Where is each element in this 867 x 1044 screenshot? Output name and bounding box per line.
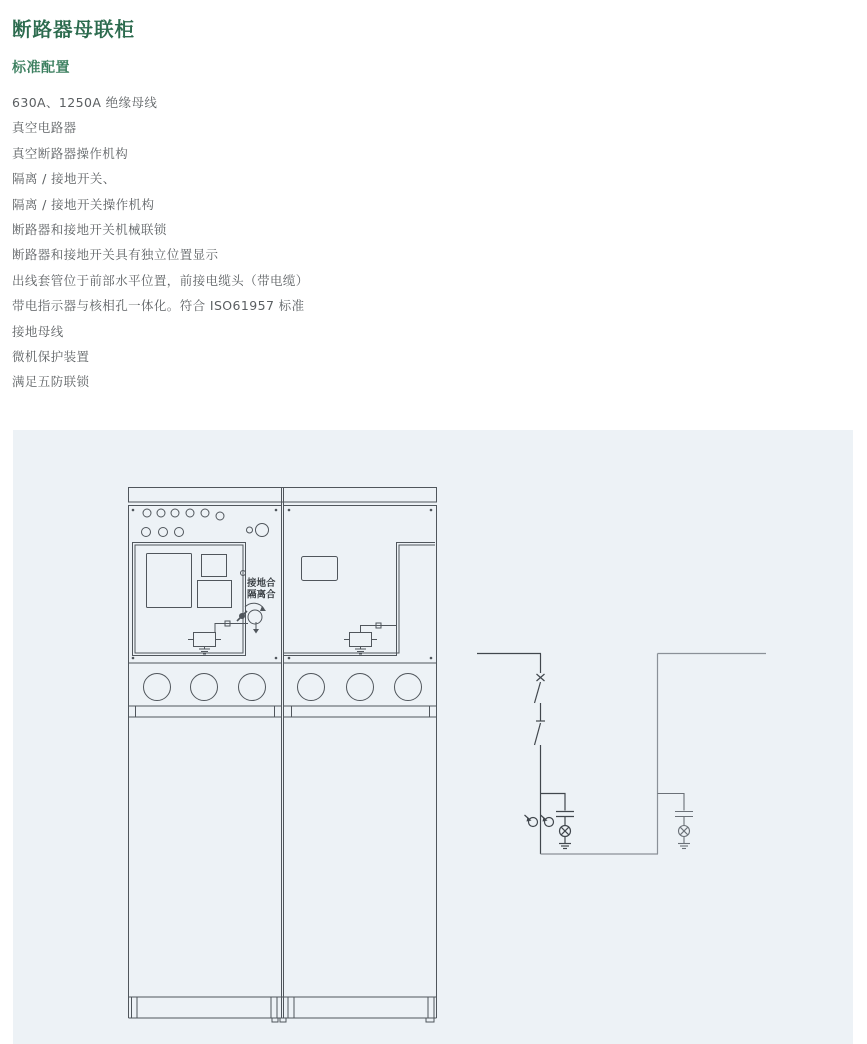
feature-item: 出线套管位于前部水平位置，前接电缆头（带电缆） <box>12 272 309 288</box>
left-door-window-mid <box>198 581 232 608</box>
cabinet-foot <box>280 1018 286 1022</box>
feature-item: 真空电路器 <box>12 120 77 136</box>
feature-item: 满足五防联锁 <box>12 374 90 390</box>
feature-item: 微机保护装置 <box>12 349 90 365</box>
circuit-breaker-symbol <box>535 674 545 703</box>
feature-item: 断路器和接地开关机械联锁 <box>12 222 167 238</box>
test-socket-symbols <box>525 815 554 827</box>
cabinet-top-band <box>129 488 437 503</box>
earthing-rotary-switch <box>237 603 266 633</box>
cabinet-foot <box>272 1018 278 1022</box>
left-voltage-indicator-branch <box>541 794 575 849</box>
page-title: 断路器母联柜 <box>12 18 136 41</box>
left-door-window-large <box>147 554 192 608</box>
feature-item: 隔离 / 接地开关操作机构 <box>12 196 155 212</box>
right-panel-frame <box>284 506 437 664</box>
feature-item: 630A、1250A 绝缘母线 <box>12 95 158 110</box>
rail-band <box>129 706 437 717</box>
right-inner-door <box>284 543 435 656</box>
section-heading: 标准配置 <box>12 60 70 76</box>
feature-item: 带电指示器与核相孔一体化。符合 ISO61957 标准 <box>12 298 305 314</box>
bushing-section <box>129 502 437 997</box>
feature-item: 断路器和接地开关具有独立位置显示 <box>12 247 219 263</box>
left-inner-door <box>133 543 246 656</box>
switch-label-earth-close: 接地合 <box>247 578 276 589</box>
cabinet-base <box>129 997 437 1022</box>
left-door-window-small <box>202 555 227 577</box>
feature-item: 隔离 / 接地开关、 <box>12 171 116 187</box>
cabinet-foot <box>426 1018 434 1022</box>
vent-holes <box>142 509 225 537</box>
indicator-lamp <box>247 524 269 537</box>
switch-label-isolate-close: 隔离合 <box>247 589 276 601</box>
right-voltage-indicator-branch <box>658 794 694 849</box>
right-door-window <box>302 557 338 581</box>
disconnector-symbol <box>535 721 546 745</box>
single-line-schematic <box>477 654 766 855</box>
feature-item: 真空断路器操作机构 <box>12 145 129 161</box>
feature-item: 接地母线 <box>12 323 64 339</box>
cabinet-front-view <box>129 488 437 1023</box>
right-arrester-symbol <box>344 623 397 654</box>
left-arrester-symbol <box>188 621 248 654</box>
